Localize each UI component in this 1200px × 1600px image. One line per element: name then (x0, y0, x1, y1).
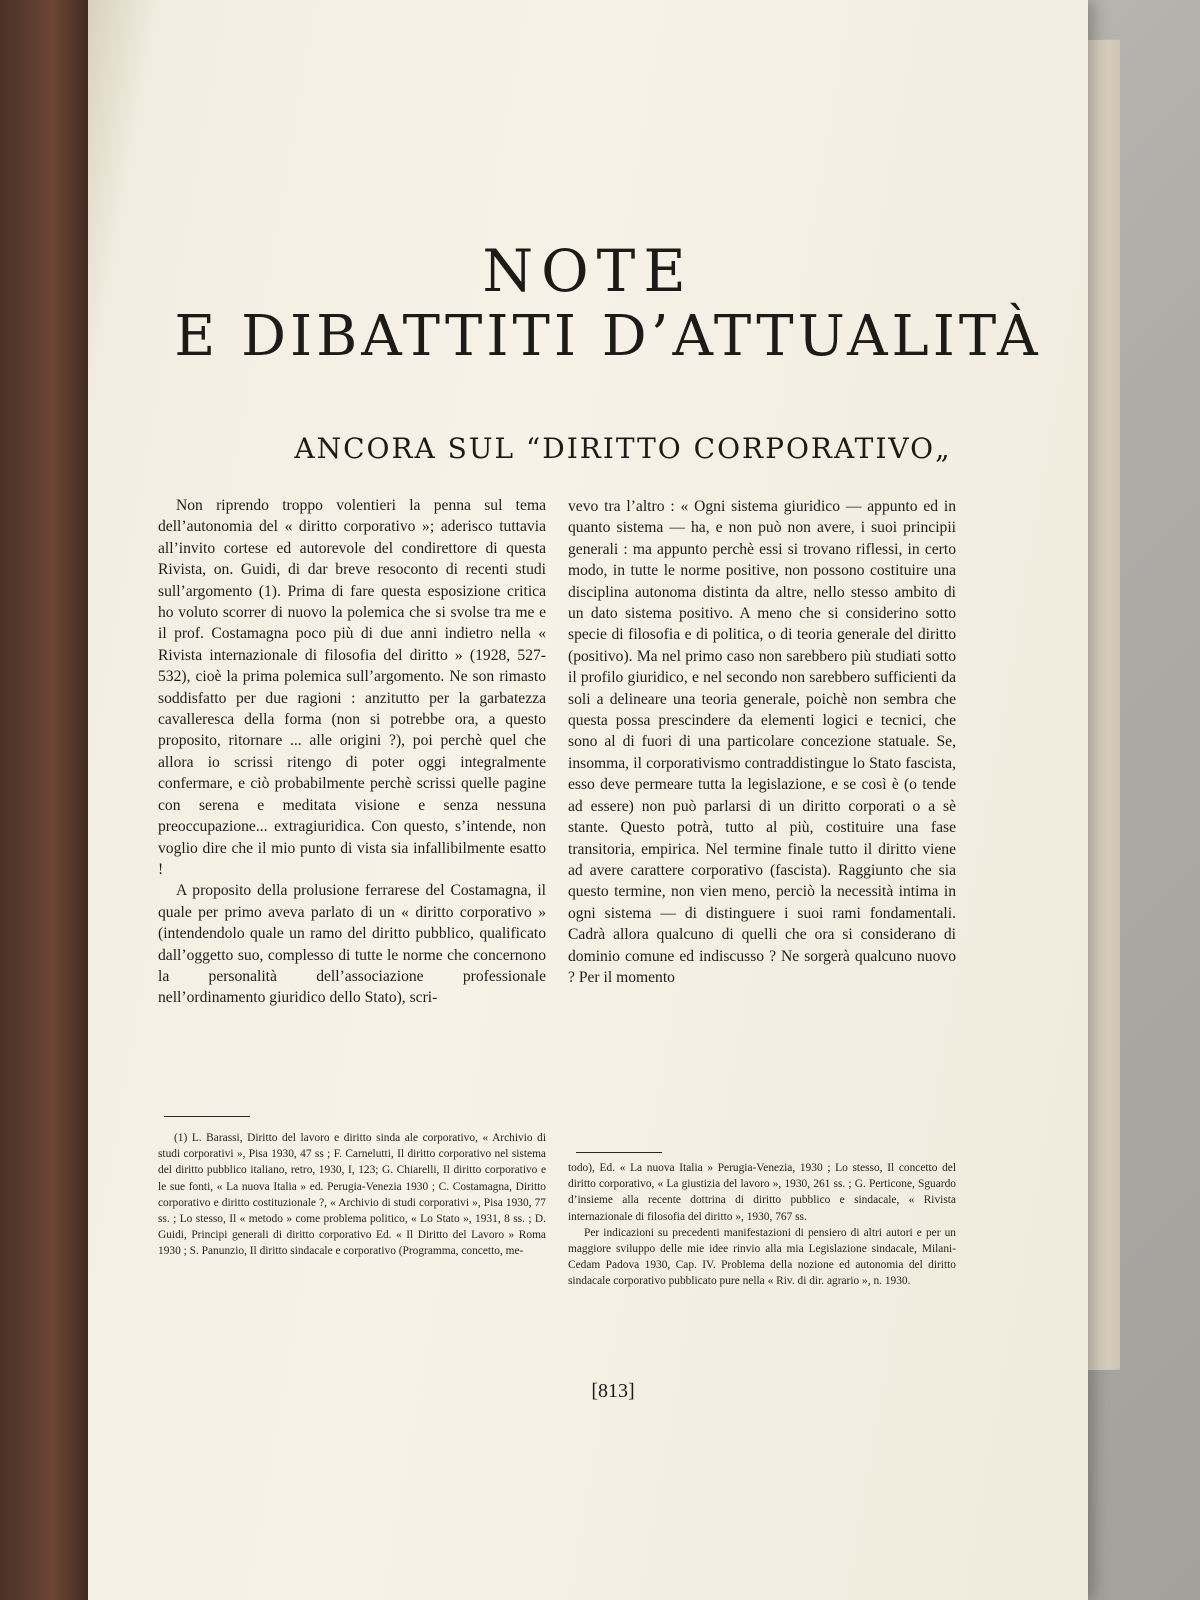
title-line-2: E DIBATTITI D’ATTUALITÀ (174, 303, 1042, 369)
footnote-left (158, 1130, 546, 1260)
right-column (568, 496, 956, 988)
left-column (158, 495, 546, 1009)
footnote-rule-left (164, 1116, 250, 1117)
footnote-right-text-1: todo), Ed. « La nuova Italia » Perugia-Venezia, 1930 ; Lo stesso, Il concetto del diritto corporativo, « La giustizia del lavoro », 1930, 261 ss. ; G. Perticone, Sguardo d’insieme alla recente dottrina di diritto pubblico e sindacale, « Rivista internazionale di filosofia del diritto », 1930, 767 ss. (568, 1162, 956, 1223)
book-cover-edge (0, 0, 96, 1600)
left-paragraph-1: Non riprendo troppo volentieri la penna sul tema dell’autonomia del « diritto corporativo »; aderisco tuttavia all’invito cortese ed autorevole del condirettore di questa Rivista, on. Guidi, di dar breve resoconto di recenti studi sull’argomento (1). Prima di fare questa esposizione critica ho voluto scorrer di nuovo la polemica che si svolse tra me e il prof. Costamagna poco più di due anni indietro nella « Rivista internazionale di filosofia del diritto » (1928, 527-532), cioè la prima polemica sull’argomento. Ne son rimasto soddisfatto per due ragioni : anzitutto per la garbatezza cavalleresca della forma (non si potrebbe ora, a questo proposito, ritornare ... alle origini ?), poi perchè quel che allora io scrissi ritengo di poter oggi integralmente confermare, e ciò probabilmente perchè scrissi quelle pagine con serena e meditata visione e senza nessuna preoccupazione... extragiuridica. Con questo, s’intende, non voglio dire che il mio punto di vista sia infallibilmente esatto ! (158, 497, 546, 878)
footnote-left-text: (1) L. Barassi, Diritto del lavoro e diritto sinda ale corporativo, « Archivio di studi corporativi », Pisa 1930, 47 ss ; F. Carnelutti, Il diritto corporativo nel sistema del diritto pubblico italiano, retro, 1930, I, 123; G. Chiarelli, Il diritto corporativo e le sue fonti, « La nuova Italia » ed. Perugia-Venezia 1930 ; C. Costamagna, Diritto corporativo e diritto costituzionale ?, « Archivio di studi corporativi », Pisa 1930, 77 ss. ; Lo stesso, Il « metodo » come problema politico, « Lo Stato », 1931, 8 ss. ; D. Guidi, Principi generali di diritto corporativo Ed. « Il Diritto del Lavoro » Roma 1930 ; S. Panunzio, Il diritto sindacale e corporativo (Programma, concetto, me- (158, 1132, 546, 1258)
right-paragraph-1: vevo tra l’altro : « Ogni sistema giuridico — appunto ed in quanto sistema — ha, e non può non avere, i suoi principii generali : ma appunto perchè essi si trovano riflessi, in certo modo, in tutte le norme positive, non possono costituire una disciplina autonoma distinta da altre, nello stesso ambito di un dato sistema positivo. A meno che si considerino sotto specie di filosofia e di politica, o di teoria generale del diritto (positivo). Ma nel primo caso non sarebbero più studiati sotto il profilo giuridico, e nel secondo non sarebbero sufficienti da soli a delineare una teoria generale, poichè non sembra che questa possa prescindere da elementi logici e tecnici, che sono al di fuori di una particolare concezione statuale. Se, insomma, il corporativismo contraddistingue lo Stato fascista, esso deve permeare tutta la legislazione, e se così è (o tende ad essere) non può parlarsi di un diritto corporati o a sè stante. Questo potrà, tutto al più, costituire una fase transitoria, empirica. Nel termine finale tutto il diritto viene ad avere carattere corporativo (fascista). Raggiunto che sia questo termine, non vien meno, perciò la necessità intima in ogni sistema — di distinguere i suoi rami fondamentali. Cadrà allora qualcuno di quelli che ora si considerano di dominio comune ed indiscusso ? Ne sorgerà qualcuno nuovo ? Per il momento (568, 498, 956, 986)
footnote-right-text-2: Per indicazioni su precedenti manifestazioni di pensiero di altri autori e per un maggiore sviluppo delle mie idee rinvio alla mia Legislazione sindacale, Milani-Cedam Padova 1930, Cap. IV. Problema della nozione ed autonomia del diritto sindacale corporativo pubblicato pure nella « Riv. di dir. agrario », n. 1930. (568, 1226, 956, 1288)
left-paragraph-2: A proposito della prolusione ferrarese del Costamagna, il quale per primo aveva parlato di un « diritto corporativo » (intendendolo quale un ramo del diritto pubblico, qualificato dall’oggetto suo, complesso di tutte le norme che concernono la personalità dell’associazione professionale nell’ordinamento giuridico dello Stato), scri- (158, 882, 546, 1007)
page-title (88, 238, 1088, 369)
page-number: [813] (591, 1380, 635, 1402)
footnote-right (568, 1160, 956, 1290)
title-line-1: NOTE (482, 237, 694, 305)
section-heading: ANCORA SUL “DIRITTO CORPORATIVO„ (294, 432, 952, 465)
footnote-rule-right (576, 1152, 662, 1153)
book-page (88, 0, 1088, 1600)
